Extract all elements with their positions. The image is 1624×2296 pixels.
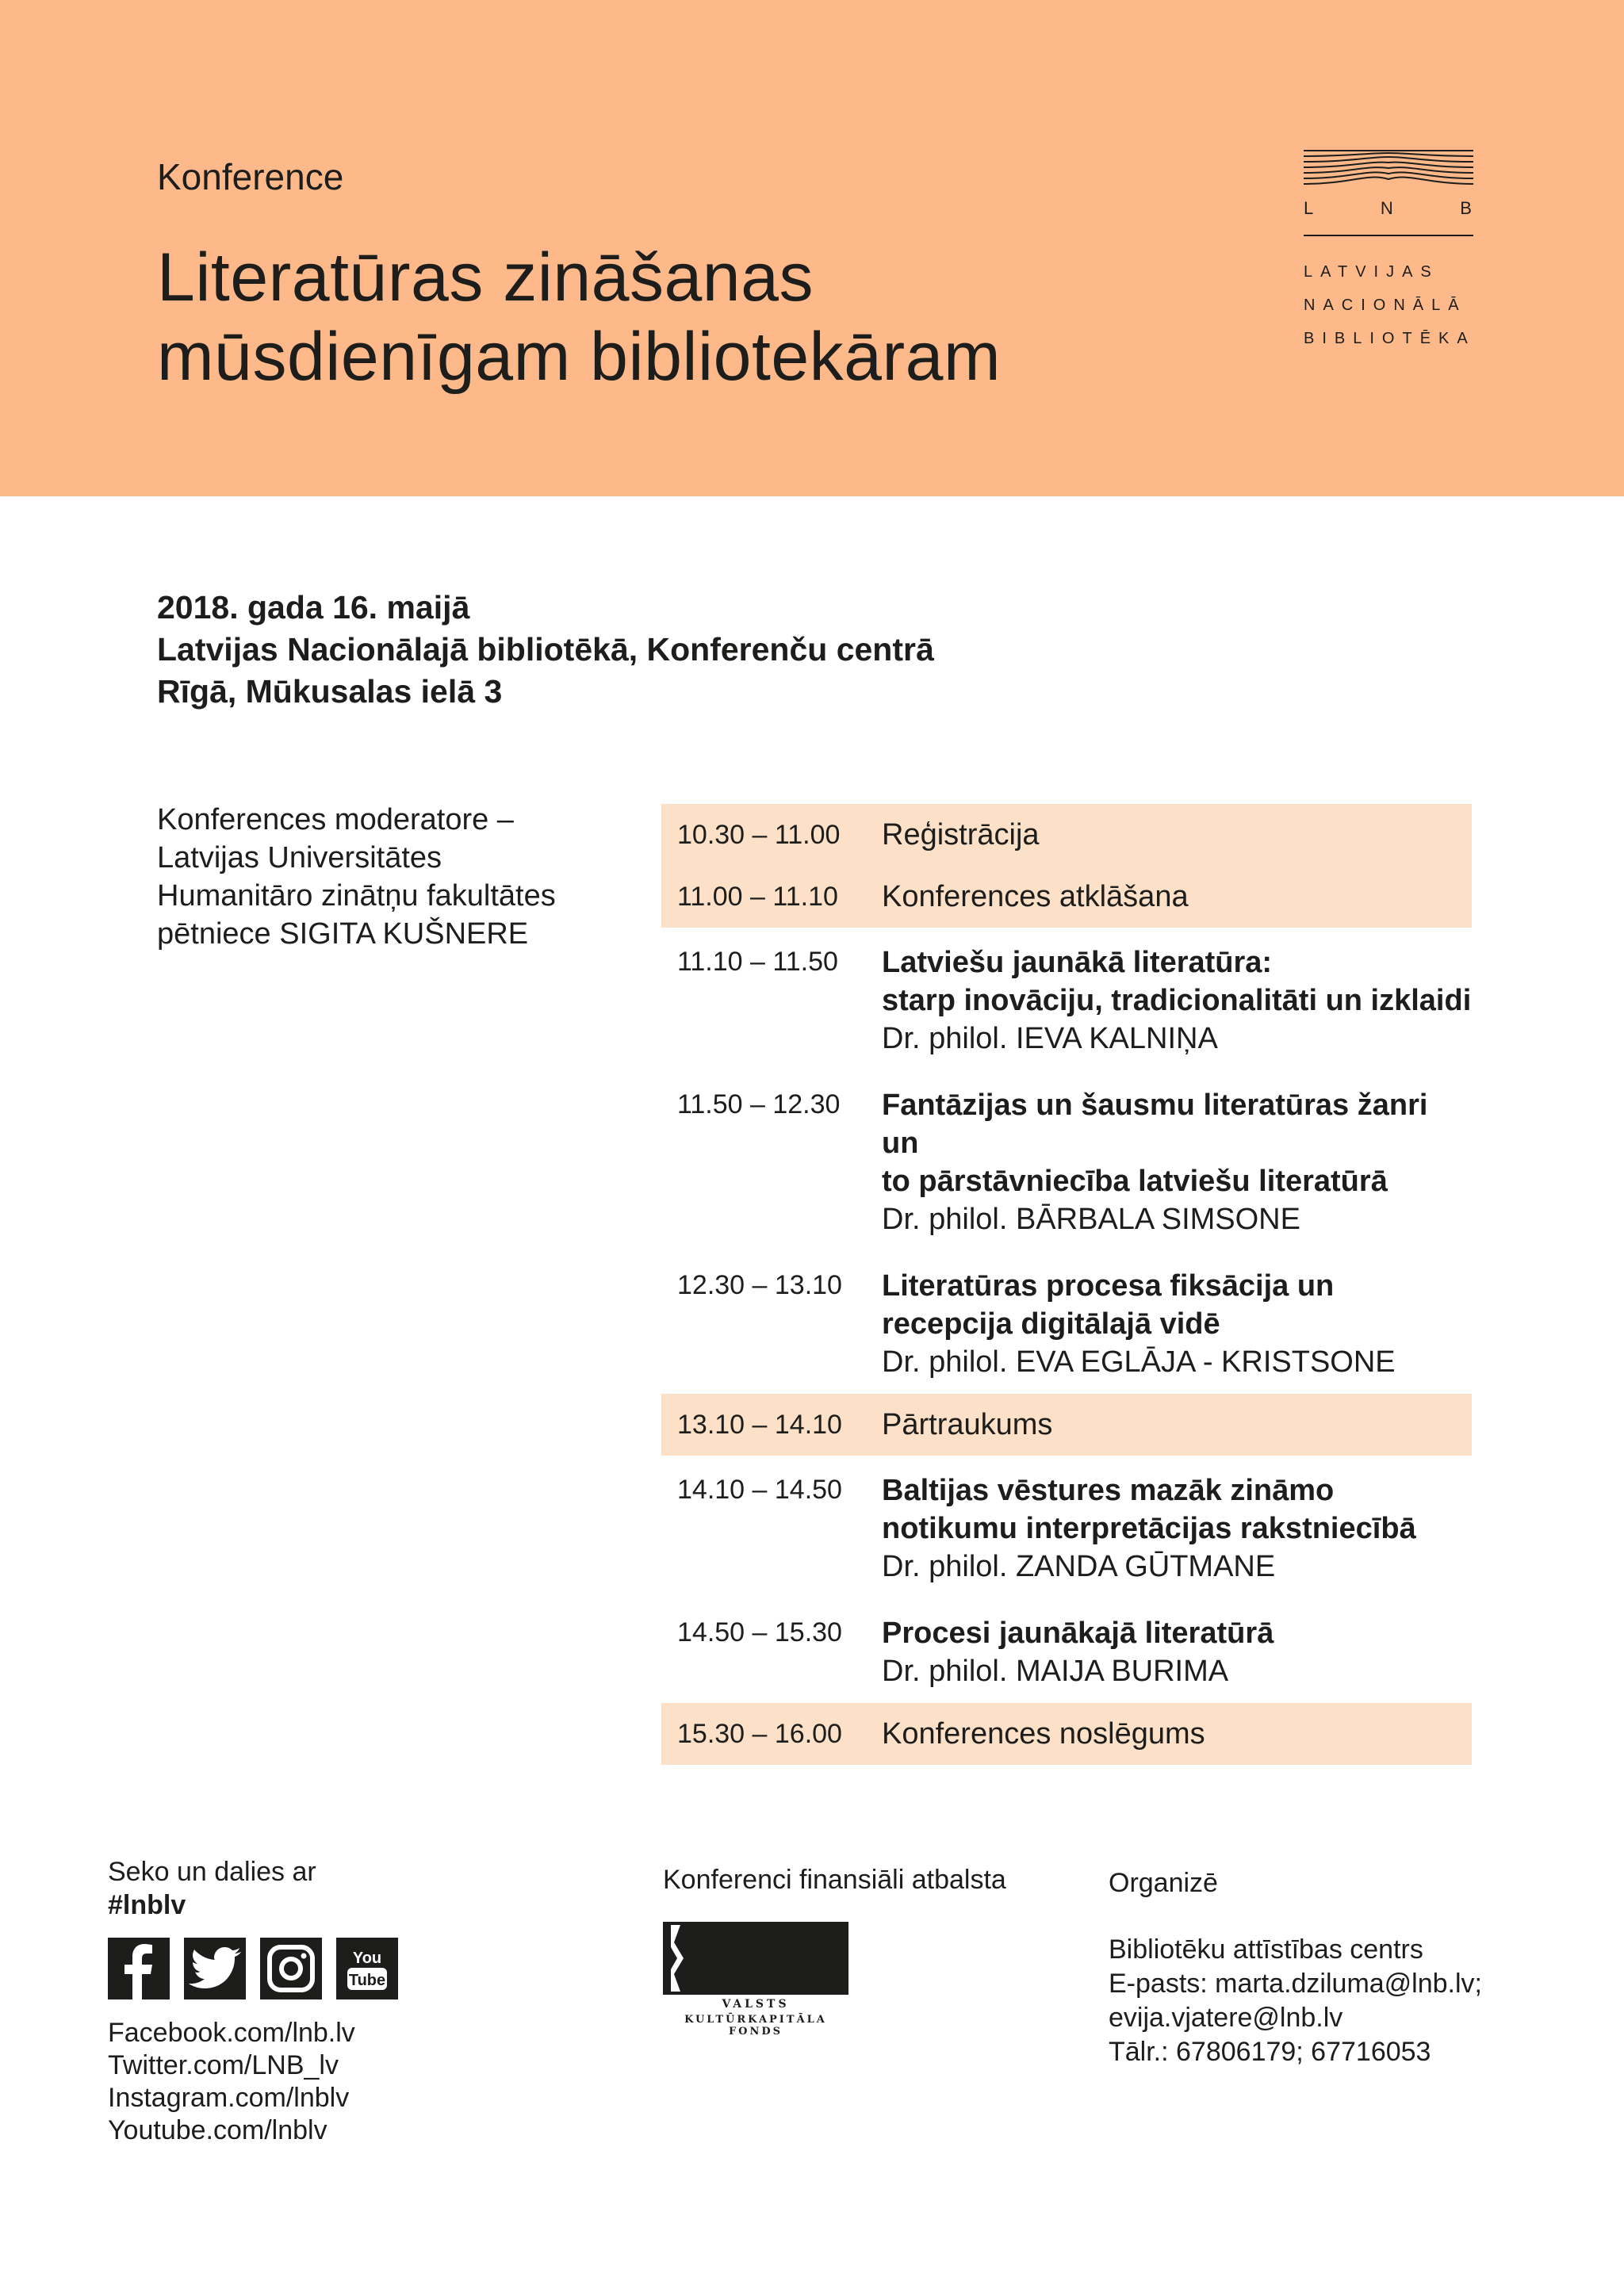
moderator-line: Latvijas Universitātes (157, 841, 442, 874)
book-waves-icon (1304, 149, 1473, 186)
social-links (108, 2017, 355, 2147)
schedule-table (661, 804, 1472, 1765)
kkf-logo (663, 1922, 848, 2038)
organizer-phone: Tālr.: 67806179; 67716053 (1109, 2037, 1431, 2067)
talk-title: Literatūras procesa fiksācija un (882, 1269, 1335, 1303)
talk-title: to pārstāvniecība latviešu literatūrā (882, 1165, 1388, 1198)
facebook-link[interactable]: Facebook.com/lnb.lv (108, 2018, 355, 2048)
schedule-talk (882, 1614, 1472, 1690)
schedule-row (661, 1070, 1472, 1251)
kkf-logo-line1: VALSTS (722, 1998, 790, 2011)
logo-name-line: LATVIJAS (1304, 263, 1439, 281)
organizer-email-2[interactable]: evija.vjatere@lnb.lv (1109, 2003, 1343, 2033)
youtube-text-bottom: Tube (348, 1972, 386, 1989)
talk-title: Procesi jaunākajā literatūrā (882, 1617, 1274, 1650)
schedule-time: 11.50 – 12.30 (677, 1089, 841, 1119)
page-title (157, 238, 1001, 396)
organizer-name: Bibliotēku attīstības centrs (1109, 1934, 1423, 1965)
schedule-row (661, 1703, 1472, 1765)
schedule-time: 14.50 – 15.30 (677, 1617, 842, 1647)
logo-divider (1304, 235, 1473, 236)
logo-letter-l: L (1304, 198, 1316, 218)
kkf-logo-block (663, 1922, 848, 1995)
title-line-1: Literatūras zināšanas (157, 239, 814, 316)
moderator-line: pētniece SIGITA KUŠNERE (157, 917, 529, 951)
logo-name-line: BIBLIOTĒKA (1304, 330, 1476, 347)
schedule-label: Pārtraukums (882, 1407, 1053, 1441)
schedule-time: 14.10 – 14.50 (677, 1475, 842, 1505)
schedule-row (661, 1251, 1472, 1394)
schedule-label: Konferences atklāšana (882, 879, 1189, 913)
facebook-icon[interactable] (108, 1938, 170, 1999)
follow-label: Seko un dalies ar (108, 1857, 316, 1887)
event-date: 2018. gada 16. maijā (157, 589, 470, 626)
event-address: Rīgā, Mūkusalas ielā 3 (157, 673, 503, 710)
organizer-email[interactable]: E-pasts: marta.dziluma@lnb.lv; (1109, 1969, 1483, 1999)
event-venue: Latvijas Nacionālajā bibliotēkā, Konferenču centrā (157, 631, 934, 668)
support-label: Konferenci finansiāli atbalsta (663, 1865, 1006, 1895)
header-banner (0, 0, 1624, 496)
talk-speaker: Dr. philol. BĀRBALA SIMSONE (882, 1203, 1300, 1236)
instagram-link[interactable]: Instagram.com/lnblv (108, 2083, 350, 2113)
schedule-row (661, 1456, 1472, 1598)
schedule-time: 15.30 – 16.00 (677, 1718, 842, 1749)
talk-title: Baltijas vēstures mazāk zināmo (882, 1474, 1335, 1507)
schedule-time: 10.30 – 11.00 (677, 819, 841, 850)
schedule-row (661, 804, 1472, 866)
organizer-info (1109, 1933, 1482, 2069)
logo-letter-n: N (1380, 198, 1395, 218)
talk-title: Latviešu jaunākā literatūra: (882, 946, 1273, 979)
schedule-talk (882, 1267, 1472, 1381)
schedule-time: 11.00 – 11.10 (677, 881, 838, 912)
schedule-talk (882, 1086, 1472, 1238)
schedule-time: 12.30 – 13.10 (677, 1270, 842, 1300)
talk-title: Fantāzijas un šausmu literatūras žanri un (882, 1089, 1428, 1160)
schedule-row (661, 866, 1472, 928)
talk-speaker: Dr. philol. MAIJA BURIMA (882, 1655, 1229, 1688)
instagram-icon[interactable] (260, 1938, 322, 1999)
twitter-icon[interactable] (184, 1938, 246, 1999)
talk-speaker: Dr. philol. EVA EGLĀJA - KRISTSONE (882, 1345, 1396, 1379)
talk-speaker: Dr. philol. ZANDA GŪTMANE (882, 1550, 1276, 1583)
schedule-time: 11.10 – 11.50 (677, 947, 838, 977)
logo-letter-b: B (1460, 198, 1473, 218)
schedule-row (661, 1598, 1472, 1703)
youtube-text-top: You (352, 1950, 382, 1967)
logo-name-line: NACIONĀLĀ (1304, 297, 1467, 314)
schedule-label: Konferences noslēgums (882, 1716, 1205, 1751)
moderator-info (157, 801, 601, 953)
youtube-link[interactable]: Youtube.com/lnblv (108, 2115, 327, 2145)
logo-name (1304, 255, 1476, 355)
lnb-logo (1304, 149, 1476, 347)
schedule-talk (882, 943, 1472, 1058)
schedule-label: Reģistrācija (882, 817, 1040, 851)
talk-title: notikumu interpretācijas rakstniecībā (882, 1512, 1416, 1545)
talk-title: recepcija digitālajā vidē (882, 1307, 1220, 1341)
schedule-talk (882, 1471, 1472, 1586)
social-icons (108, 1938, 398, 1999)
kicker-text: Konference (157, 156, 344, 197)
kkf-logo-line2: KULTŪRKAPITĀLA FONDS (684, 2014, 827, 2038)
schedule-row (661, 1394, 1472, 1456)
kkf-bracket-icon (663, 1922, 848, 1995)
title-line-2: mūsdienīgam bibliotekāram (157, 319, 1002, 395)
schedule-row (661, 928, 1472, 1070)
moderator-line: Konferences moderatore – (157, 803, 514, 836)
talk-speaker: Dr. philol. IEVA KALNIŅA (882, 1022, 1218, 1055)
moderator-line: Humanitāro zinātņu fakultātes (157, 879, 556, 913)
youtube-icon[interactable] (336, 1938, 398, 1999)
hashtag: #lnblv (108, 1890, 186, 1920)
logo-letters (1304, 198, 1473, 219)
organizer-label: Organizē (1109, 1868, 1218, 1898)
schedule-time: 13.10 – 14.10 (677, 1409, 842, 1440)
talk-title: starp inovāciju, tradicionalitāti un izklaidi (882, 984, 1472, 1017)
event-info (157, 587, 934, 713)
twitter-link[interactable]: Twitter.com/LNB_lv (108, 2050, 339, 2080)
